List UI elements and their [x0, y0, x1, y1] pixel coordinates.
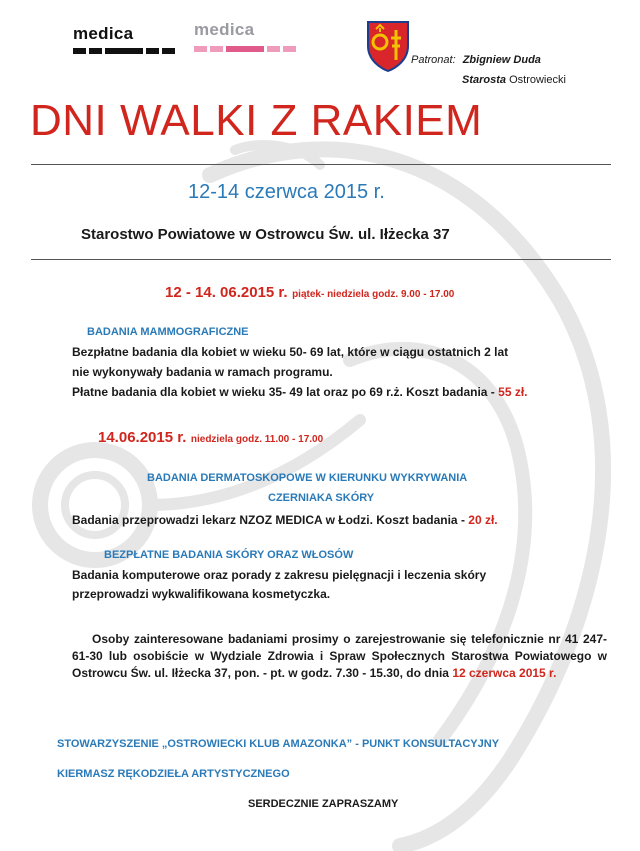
patron-place: Ostrowiecki [509, 74, 566, 86]
mammo-line-1: Bezpłatne badania dla kobiet w wieku 50- 69 lat, które w ciągu ostatnich 2 lat [72, 345, 509, 359]
derma-heading-2: CZERNIAKA SKÓRY [268, 492, 375, 504]
logo-left-bar [73, 48, 175, 54]
association-note: STOWARZYSZENIE „OSTROWIECKI KLUB AMAZONKA” - PUNKT KONSULTACYJNY [57, 738, 500, 750]
registration-paragraph [72, 631, 607, 682]
mammo-price: 55 zł. [498, 385, 528, 399]
session-2-date: 14.06.2015 r. [98, 429, 187, 446]
session-2 [98, 429, 323, 447]
mammo-line-3-text: Płatne badania dla kobiet w wieku 35- 49 lat oraz po 69 r.ż. Koszt badania - [72, 385, 495, 399]
patron-label: Patronat: [411, 54, 456, 66]
registration-text: Osoby zainteresowane badaniami prosimy o zarejestrowanie się telefonicznie nr 41 247-61-30 lub osobiście w Wydziale Zdrowia i Spraw Społecznych Starostwa Powiatowego w Ostrowcu Św. ul. Iłżecka 37, pon. - pt. w godz. 7.30 - 15.30, do dnia [72, 632, 607, 680]
session-1 [165, 284, 454, 302]
date-range: 12-14 czerwca 2015 r. [188, 181, 385, 203]
derma-line-1-text: Badania przeprowadzi lekarz NZOZ MEDICA w Łodzi. Koszt badania - [72, 513, 465, 527]
patron-line-2 [462, 74, 566, 86]
page-title: DNI WALKI Z RAKIEM [30, 96, 483, 145]
patron-name: Zbigniew Duda [462, 54, 541, 66]
session-2-hours: niedziela godz. 11.00 - 17.00 [190, 434, 324, 445]
registration-deadline: 12 czerwca 2015 r. [452, 666, 557, 680]
coat-of-arms-icon [366, 20, 410, 72]
medica-logo-dark [73, 24, 175, 54]
location: Starostwo Powiatowe w Ostrowcu Św. ul. Iłżecka 37 [81, 226, 450, 243]
skin-heading: BEZPŁATNE BADANIA SKÓRY ORAZ WŁOSÓW [104, 549, 354, 561]
divider-bottom [31, 259, 611, 260]
skin-line-1: Badania komputerowe oraz porady z zakresu pielęgnacji i leczenia skóry [72, 568, 487, 582]
mammo-heading: BADANIA MAMMOGRAFICZNE [87, 326, 249, 338]
session-1-hours: piątek- niedziela godz. 9.00 - 17.00 [292, 289, 455, 300]
logo-right-text: medica [194, 20, 255, 39]
patron-line-1 [411, 54, 541, 66]
skin-line-2: przeprowadzi wykwalifikowana kosmetyczka. [72, 587, 331, 601]
logo-left-text: medica [73, 24, 134, 43]
mammo-line-3 [72, 385, 528, 399]
fair-note: KIERMASZ RĘKODZIEŁA ARTYSTYCZNEGO [57, 768, 290, 780]
mammo-line-2: nie wykonywały badania w ramach programu. [72, 365, 333, 379]
divider-top [31, 164, 611, 165]
derma-heading-1: BADANIA DERMATOSKOPOWE W KIERUNKU WYKRYWANIA [147, 472, 468, 484]
derma-price: 20 zł. [468, 513, 498, 527]
logo-right-bar [194, 46, 296, 52]
patron-role: Starosta [462, 74, 507, 86]
medica-logo-pink [194, 20, 296, 52]
session-1-date: 12 - 14. 06.2015 r. [165, 284, 288, 301]
derma-line-1 [72, 513, 498, 527]
invitation: SERDECZNIE ZAPRASZAMY [248, 798, 399, 810]
